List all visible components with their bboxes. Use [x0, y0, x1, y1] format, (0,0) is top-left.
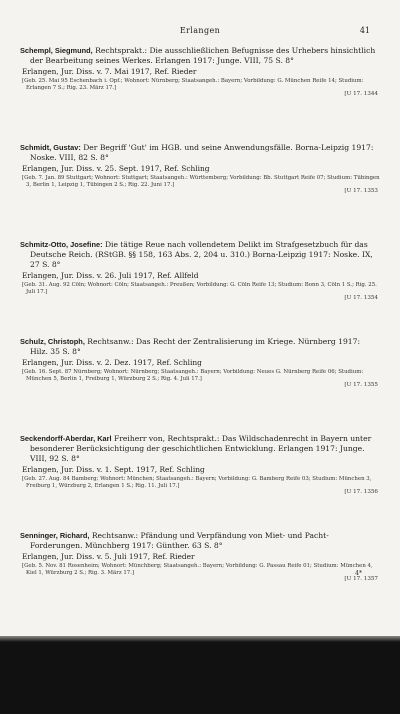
entry-author: Schempl, Siegmund, — [20, 46, 93, 55]
entry-citation — [20, 143, 380, 163]
dissertation-entry — [20, 337, 380, 423]
running-title: Erlangen — [179, 26, 221, 35]
dissertation-entry — [20, 240, 380, 326]
entry-author: Seckendorff-Aberdar, Karl — [20, 434, 112, 443]
entry-citation — [20, 531, 380, 551]
entry-title: Rechtsanw.: Das Recht der Zentralisierung im Kriege. Nürnberg 1917: Hilz. 35 S. 8° — [30, 337, 361, 356]
entry-signature: [U 17. 1357 — [344, 576, 378, 583]
dissertation-entry — [20, 434, 380, 520]
entry-signature: [U 17. 1344 — [344, 91, 378, 98]
page-number: 41 — [359, 26, 370, 35]
entry-title: Freiherr von, Rechtsprakt.: Das Wildschadenrecht in Bayern unter besonderer Berücksichtigung der geschichtlichen Entwicklung. Erlangen 1917: Junge. VIII, 92 S. 8° — [30, 434, 372, 463]
entry-biography: [Geb. 7. Jan. 89 Stuttgart; Wohnort: Stuttgart; Staatsangeh.: Württemberg; Vorbildung: Bb. Stuttgart Reife 07; Studium: Tübingen 3, Berlin 1, Leipzig 1, Tübingen 2 S.; Rig. 22. Juni 17.] — [22, 175, 380, 188]
scan-border — [0, 636, 400, 714]
entry-dissertation-line: Erlangen, Jur. Diss. v. 7. Mai 1917, Ref. Rieder — [22, 67, 197, 76]
entry-biography: [Geb. 5. Nov. 81 Rosenheim; Wohnort: Münchberg; Staatsangeh.: Bayern; Vorbildung: G. Passau Reife 01; Studium: München 4, Kiel 1, Würzburg 2 S.; Rig. 3. März 17.] — [22, 563, 373, 576]
entry-signature: [U 17. 1354 — [344, 295, 378, 302]
dissertation-list — [20, 46, 380, 628]
entry-signature: [U 17. 1355 — [344, 382, 378, 389]
entry-author: Schmidt, Gustav: — [20, 143, 81, 152]
entry-dissertation-line: Erlangen, Jur. Diss. v. 1. Sept. 1917, Ref. Schling — [22, 465, 205, 474]
entry-title: Rechtsanw.: Pfändung und Verpfändung von Miet- und Pacht-Forderungen. Münchberg 1917: Günther. 63 S. 8° — [30, 531, 329, 550]
entry-dissertation-line: Erlangen, Jur. Diss. v. 25. Sept. 1917, Ref. Schling — [22, 164, 210, 173]
entry-citation — [20, 337, 380, 357]
entry-citation — [20, 240, 380, 270]
entry-citation — [20, 434, 380, 464]
entry-biography: [Geb. 25. Mai 95 Eschenbach i. Opf.; Wohnort: Nürnberg; Staatsangeh.: Bayern; Vorbildung: G. München Reife 14; Studium: Erlangen 7 S.; Rig. 23. März 17.] — [22, 78, 364, 91]
entry-author: Schmitz-Otto, Josefine: — [20, 240, 103, 249]
scan-edge — [0, 636, 400, 642]
entry-dissertation-line: Erlangen, Jur. Diss. v. 5. Juli 1917, Ref. Rieder — [22, 552, 195, 561]
entry-signature: [U 17. 1356 — [344, 489, 378, 496]
page-header — [0, 26, 400, 40]
entry-author: Schulz, Christoph, — [20, 337, 85, 346]
entry-dissertation-line: Erlangen, Jur. Diss. v. 2. Dez. 1917, Ref. Schling — [22, 358, 202, 367]
dissertation-entry — [20, 531, 380, 617]
dissertation-entry — [20, 46, 380, 132]
entry-biography: [Geb. 31. Aug. 92 Cöln; Wohnort: Cöln; Staatsangeh.: Preußen; Vorbildung: G. Cöln Reife 13; Studium: Bonn 3, Cöln 1 S.; Rig. 25. Juli 17.] — [22, 282, 377, 295]
entry-title: Die tätige Reue nach vollendetem Delikt im Strafgesetzbuch für das Deutsche Reich. (RStGB. §§ 158, 163 Abs. 2, 204 u. 310.) Borna-Leipzig 1917: Noske. IX, 27 S. 8° — [30, 240, 373, 269]
entry-signature: [U 17. 1353 — [344, 188, 378, 195]
entry-biography: [Geb. 16. Sept. 87 Nürnberg; Wohnort: Nürnberg; Staatsangeh.: Bayern; Vorbildung: Neues G. Nürnberg Reife 06; Studium: München 5, Berlin 1, Freiburg 1, Würzburg 2 S.; Rig. 4. Juli 17.] — [22, 369, 364, 382]
entry-title: Der Begriff 'Gut' im HGB. und seine Anwendungsfälle. Borna-Leipzig 1917: Noske. VIII, 82 S. 8° — [30, 143, 374, 162]
dissertation-entry — [20, 143, 380, 229]
entry-citation — [20, 46, 380, 66]
entry-author: Senninger, Richard, — [20, 531, 90, 540]
entry-biography: [Geb. 27. Aug. 84 Bamberg; Wohnort: München; Staatsangeh.: Bayern; Vorbildung: G. Bamberg Reife 03; Studium: München 3, Freiburg 1, Würzburg 2, Erlangen 1 S.; Rig. 11. Juli 17.] — [22, 476, 372, 489]
signature-mark: 4* — [355, 570, 362, 577]
entry-title: Rechtsprakt.: Die ausschließlichen Befugnisse des Urhebers hinsichtlich der Bearbeitung seines Werkes. Erlangen 1917: Junge. VIII, 75 S. 8° — [30, 46, 376, 65]
entry-dissertation-line: Erlangen, Jur. Diss. v. 26. Juli 1917, Ref. Allfeld — [22, 271, 199, 280]
